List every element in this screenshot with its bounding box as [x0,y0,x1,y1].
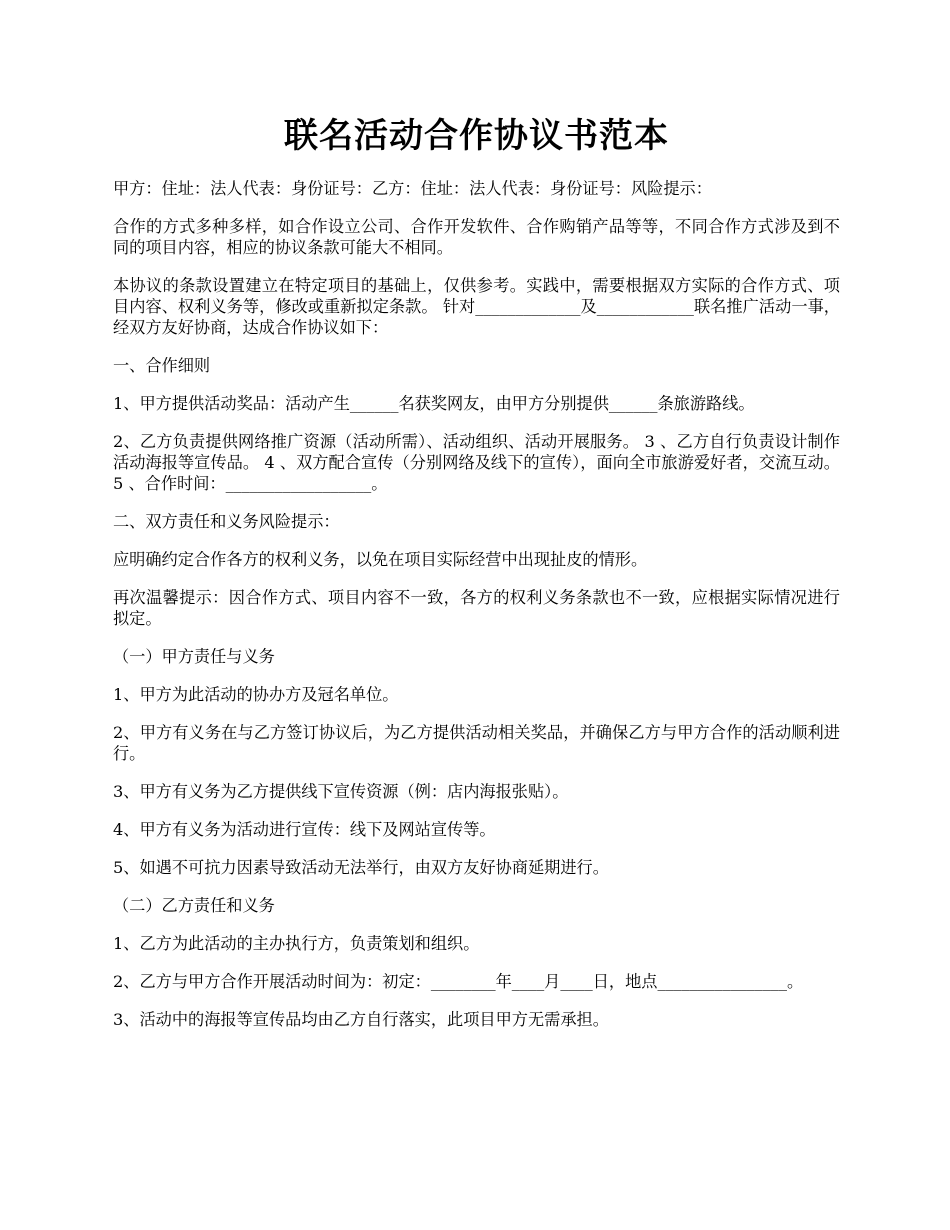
section-heading-responsibilities: 二、双方责任和义务风险提示： [113,512,340,531]
party-b-clause-3: 3、活动中的海报等宣传品均由乙方自行落实，此项目甲方无需承担。 [113,1010,609,1029]
agreement-basis-paragraph: 本协议的条款设置建立在特定项目的基础上，仅供参考。实践中，需要根据双方实际的合作方式、项目内容、权利义务等，修改或重新拟定条款。 针对_____________及____________联名推广活动一事，经双方友好协商，达成合作协议如下： [113,276,840,337]
party-a-clause-1: 1、甲方为此活动的协办方及冠名单位。 [113,685,399,704]
party-a-clause-5: 5、如遇不可抗力因素导致活动无法举行，由双方友好协商延期进行。 [113,858,609,877]
clause-prizes: 1、甲方提供活动奖品：活动产生______名获奖网友，由甲方分别提供______条旅游路线。 [113,394,755,413]
subsection-heading-party-b: （二）乙方责任和义务 [113,896,275,915]
reminder-paragraph: 再次温馨提示：因合作方式、项目内容不一致，各方的权利义务条款也不一致，应根据实际情况进行拟定。 [113,588,840,628]
party-b-clause-2: 2、乙方与甲方合作开展活动时间为：初定：________年____月____日，地点________________。 [113,972,804,991]
risk-note-paragraph: 应明确约定合作各方的权利义务，以免在项目实际经营中出现扯皮的情形。 [113,550,648,569]
document-title: 联名活动合作协议书范本 [284,116,669,156]
party-a-clause-4: 4、甲方有义务为活动进行宣传：线下及网站宣传等。 [113,820,496,839]
party-a-clause-3: 3、甲方有义务为乙方提供线下宣传资源（例：店内海报张贴）。 [113,782,569,801]
party-info-paragraph: 甲方：住址：法人代表：身份证号：乙方：住址：法人代表：身份证号：风险提示： [113,179,712,198]
document-page [113,108,840,1047]
section-heading-cooperation-details: 一、合作细则 [113,356,211,375]
clause-promotion-services: 2、乙方负责提供网络推广资源（活动所需）、活动组织、活动开展服务。 3 、乙方自行负责设计制作活动海报等宣传品。 4 、双方配合宣传（分别网络及线下的宣传），面向全市旅游爱好者，交流互动。 5 、合作时间：__________________。 [113,432,840,493]
subsection-heading-party-a: （一）甲方责任与义务 [113,647,275,666]
cooperation-methods-paragraph: 合作的方式多种多样，如合作设立公司、合作开发软件、合作购销产品等等，不同合作方式涉及到不同的项目内容，相应的协议条款可能大不相同。 [113,217,840,257]
party-a-clause-2: 2、甲方有义务在与乙方签订协议后，为乙方提供活动相关奖品，并确保乙方与甲方合作的活动顺利进行。 [113,723,840,763]
party-b-clause-1: 1、乙方为此活动的主办执行方，负责策划和组织。 [113,934,480,953]
